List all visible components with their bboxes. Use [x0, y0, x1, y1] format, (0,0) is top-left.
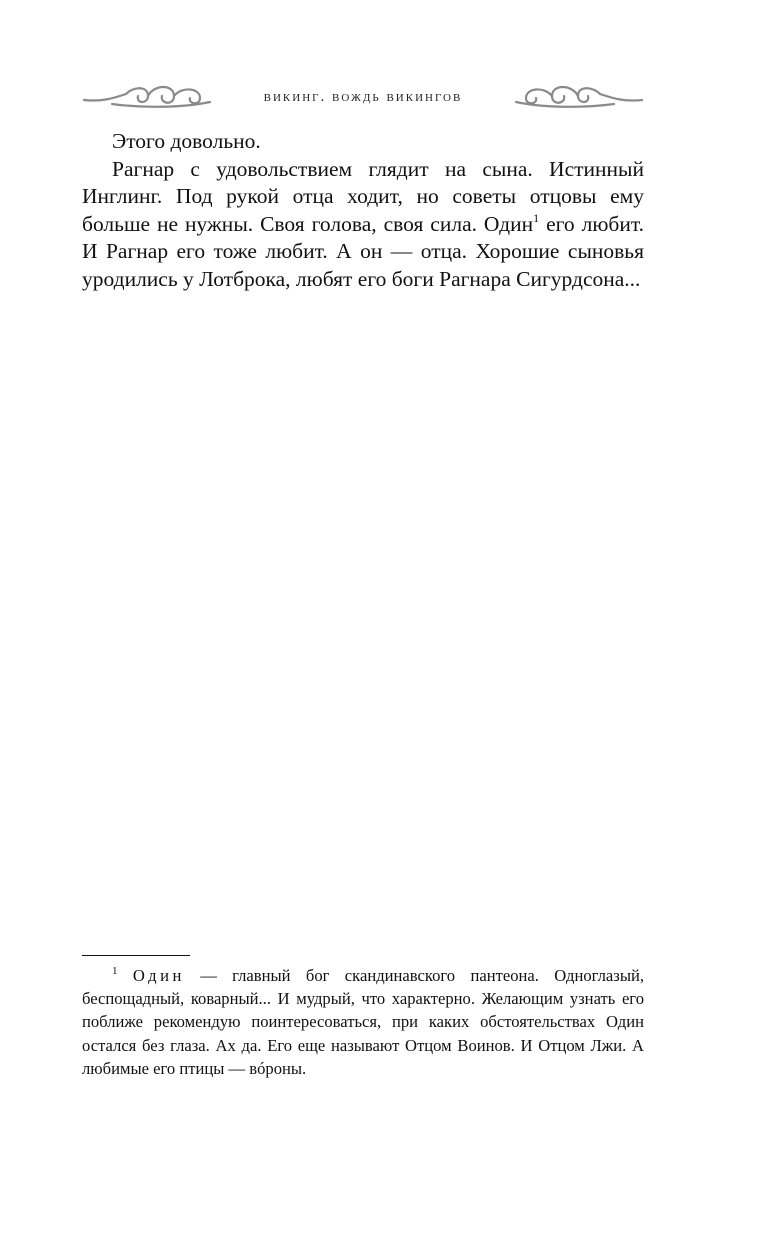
- main-text: [82, 128, 644, 293]
- paragraph: [82, 156, 644, 294]
- footnote-text: — главный бог скандинавского пантеона. Одноглазый, беспощадный, коварный... И мудрый, что характерно. Желающим узнать его поближе рекомендую поинтересоваться, при каких обстоятельствах Один остался без глаза. Ах да. Его еще называют Отцом Воинов. И Отцом Лжи. А любимые его птицы — вóроны.: [82, 966, 644, 1078]
- footnote-marker: 1: [112, 965, 118, 977]
- footnote-reference[interactable]: 1: [533, 210, 540, 225]
- running-header: [82, 78, 644, 114]
- flourish-ornament-icon: [514, 78, 644, 114]
- footnote-divider: [82, 955, 190, 956]
- paragraph-text: Рагнар с удовольствием глядит на сына. Истинный Инглинг. Под рукой отца ходит, но советы отцовы ему больше не нужны. Своя голова, своя сила. Один: [82, 156, 644, 236]
- paragraph-text: его любит. И Рагнар его тоже любит. А он — отца. Хорошие сыновья уродились у Лотброка, любят его боги Рагнара Сигурдсона...: [82, 211, 645, 291]
- footnote-term: Один: [132, 966, 185, 985]
- paragraph: Этого довольно.: [112, 129, 261, 153]
- footnote: [82, 964, 644, 1080]
- running-title: викинг. вождь викингов: [263, 89, 463, 105]
